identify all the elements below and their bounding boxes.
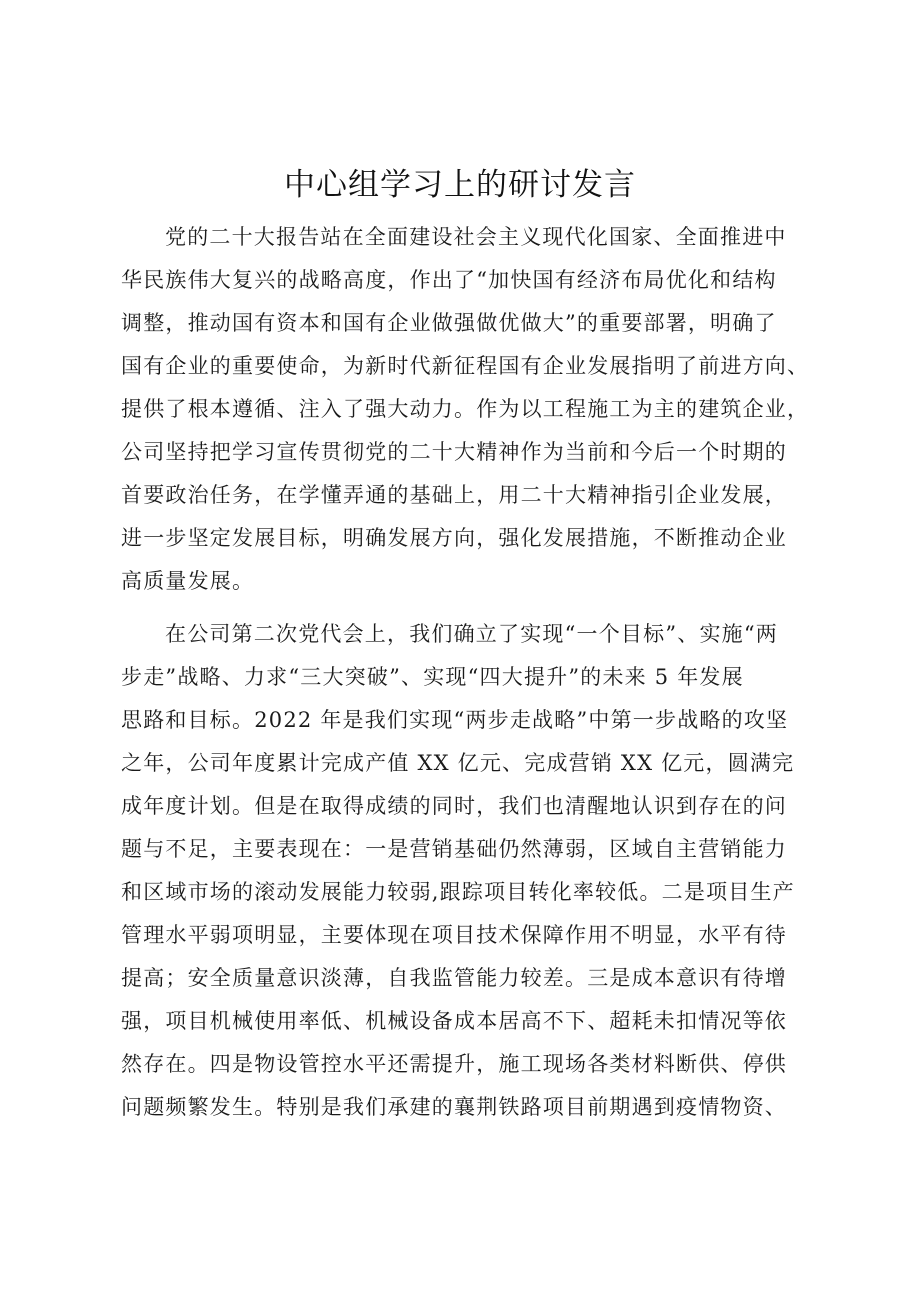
paragraph-2-line-10: 强，项目机械使用率低、机械设备成本居高不下、超耗未扣情况等依 [121, 1009, 787, 1033]
paragraph-2-line-3: 思路和目标。2022 年是我们实现“两步走战略”中第一步战略的攻坚 [121, 708, 789, 732]
paragraph-2-line-6: 题与不足，主要表现在：一是营销基础仍然薄弱，区域自主营销能力 [121, 837, 787, 861]
paragraph-1-line-6: 公司坚持把学习宣传贯彻党的二十大精神作为当前和今后一个时期的 [121, 440, 787, 464]
paragraph-1-line-2: 华民族伟大复兴的战略高度，作出了“加快国有经济布局优化和结构 [121, 268, 777, 292]
paragraph-2-line-12: 问题频繁发生。特别是我们承建的襄荆铁路项目前期遇到疫情物资、 [121, 1095, 787, 1119]
paragraph-1-line-5: 提供了根本遵循、注入了强大动力。作为以工程施工为主的建筑企业， [121, 397, 810, 421]
paragraph-1-line-3: 调整，推动国有资本和国有企业做强做优做大”的重要部署，明确了 [121, 311, 777, 335]
paragraph-1-line-1: 党的二十大报告站在全面建设社会主义现代化国家、全面推进中 [165, 225, 787, 249]
paragraph-2-line-8: 管理水平弱项明显，主要体现在项目技术保障作用不明显，水平有待 [121, 923, 787, 947]
paragraph-2-line-1: 在公司第二次党代会上，我们确立了实现“一个目标”、实施“两 [165, 622, 779, 646]
paragraph-1-line-7: 首要政治任务，在学懂弄通的基础上，用二十大精神指引企业发展， [121, 483, 787, 507]
document-title: 中心组学习上的研讨发言 [284, 167, 636, 203]
paragraph-2-line-9: 提高；安全质量意识淡薄，自我监管能力较差。三是成本意识有待增 [121, 966, 787, 990]
paragraph-2-line-2: 步走”战略、力求“三大突破”、实现“四大提升”的未来 5 年发展 [121, 665, 744, 689]
paragraph-2-line-4: 之年，公司年度累计完成产值 XX 亿元、完成营销 XX 亿元，圆满完 [121, 751, 795, 775]
paragraph-1-line-4: 国有企业的重要使命，为新时代新征程国有企业发展指明了前进方向、 [121, 354, 810, 378]
paragraph-1-line-8: 进一步坚定发展目标，明确发展方向，强化发展措施，不断推动企业 [121, 526, 787, 550]
paragraph-2-line-11: 然存在。四是物设管控水平还需提升，施工现场各类材料断供、停供 [121, 1052, 787, 1076]
paragraph-2-line-7: 和区域市场的滚动发展能力较弱,跟踪项目转化率较低。二是项目生产 [121, 880, 795, 904]
paragraph-2-line-5: 成年度计划。但是在取得成绩的同时，我们也清醒地认识到存在的问 [121, 794, 787, 818]
paragraph-1-line-9: 高质量发展。 [121, 569, 255, 593]
